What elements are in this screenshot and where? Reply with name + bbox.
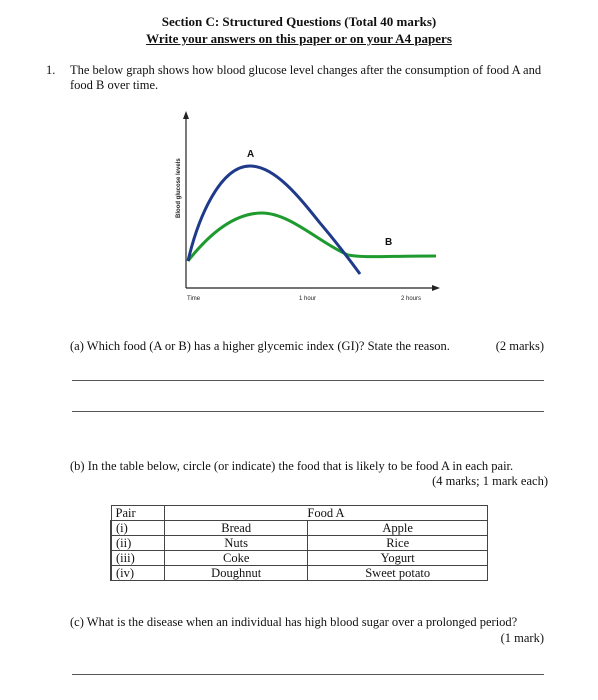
- pair-cell: (ii): [111, 536, 165, 551]
- x-tick-2-hours: 2 hours: [401, 296, 422, 302]
- x-tick-1-hour: 1 hour: [299, 296, 317, 302]
- y-axis-arrow: [183, 111, 189, 119]
- food-option[interactable]: Sweet potato: [308, 566, 488, 581]
- question-text: The below graph shows how blood glucose level changes after the consumption of food A and food B over time.: [70, 63, 542, 92]
- blood-glucose-graph: [170, 108, 450, 298]
- question-number: 1.: [46, 63, 56, 77]
- food-option[interactable]: Nuts: [165, 536, 308, 551]
- part-c-question: (c) What is the disease when an individual has high blood sugar over a prolonged period?: [70, 615, 518, 629]
- x-axis-arrow: [432, 285, 440, 291]
- answer-line[interactable]: [72, 411, 544, 412]
- section-instructions: Write your answers on this paper or on your A4 papers: [146, 31, 452, 46]
- part-c-marks: (1 mark): [500, 631, 544, 645]
- table-header-pair: Pair: [111, 506, 165, 521]
- curve-b-label: B: [385, 237, 393, 248]
- table-row: [111, 536, 488, 551]
- section-title: Section C: Structured Questions (Total 40 marks): [161, 14, 437, 29]
- pair-cell: (iv): [111, 566, 165, 581]
- food-option[interactable]: Rice: [308, 536, 488, 551]
- table-row: [111, 566, 488, 581]
- food-option[interactable]: Bread: [165, 521, 308, 536]
- answer-line[interactable]: [72, 380, 544, 381]
- pair-cell: (iii): [111, 551, 165, 566]
- part-b-marks: (4 marks; 1 mark each): [432, 474, 548, 488]
- food-option[interactable]: Yogurt: [308, 551, 488, 566]
- food-option[interactable]: Doughnut: [165, 566, 308, 581]
- table-header-food-a: Food A: [165, 506, 488, 521]
- curve-b: [188, 213, 436, 261]
- curve-a-label: A: [247, 149, 255, 160]
- answer-line[interactable]: [72, 674, 544, 675]
- table-row: [111, 551, 488, 566]
- part-a-question: (a) Which food (A or B) has a higher glycemic index (GI)? State the reason.: [70, 339, 450, 353]
- food-option[interactable]: Apple: [308, 521, 488, 536]
- table-row: [111, 521, 488, 536]
- part-b-question: (b) In the table below, circle (or indicate) the food that is likely to be food A in each pair.: [70, 459, 514, 473]
- y-axis-label: Blood glucose levels: [176, 158, 182, 218]
- pair-cell: (i): [111, 521, 165, 536]
- food-pair-table: [110, 505, 488, 581]
- part-a-marks: (2 marks): [495, 339, 544, 353]
- table-header-row: [111, 506, 488, 521]
- food-option[interactable]: Coke: [165, 551, 308, 566]
- curve-a: [188, 166, 360, 274]
- x-tick-time: Time: [187, 296, 201, 302]
